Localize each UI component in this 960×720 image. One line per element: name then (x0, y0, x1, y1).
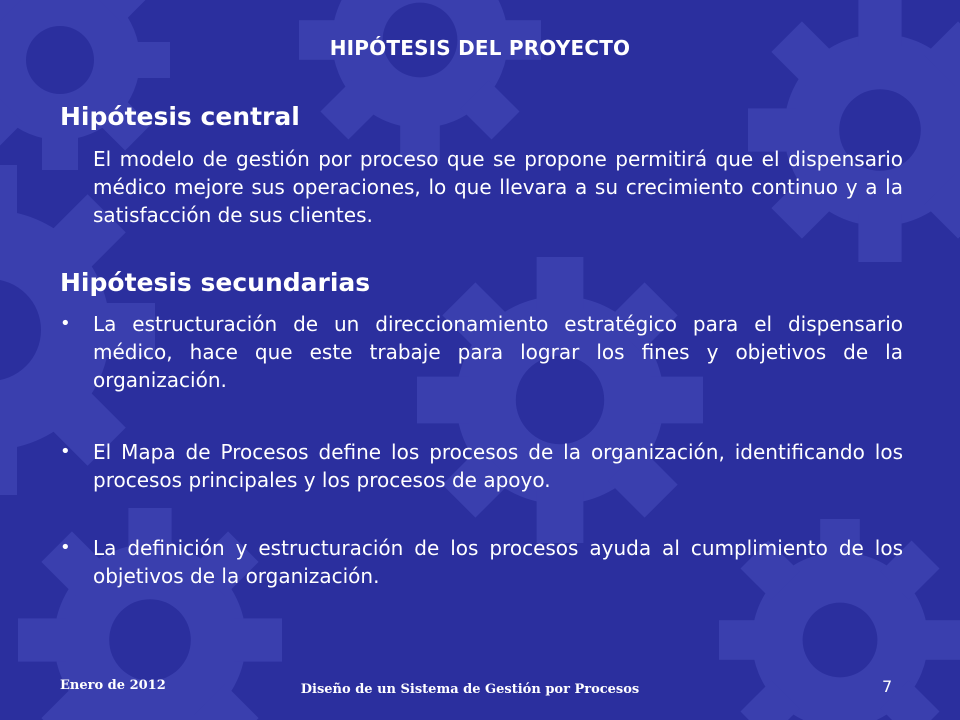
list-item-text: La definición y estructuración de los procesos ayuda al cumplimiento de los objetivos de la organización. (93, 536, 903, 588)
bullet-icon: • (60, 313, 71, 334)
slide-title: HIPÓTESIS DEL PROYECTO (329, 36, 631, 60)
footer-date: Enero de 2012 (60, 678, 166, 693)
list-item-text: El Mapa de Procesos define los procesos de la organización, identificando los procesos principales y los procesos de apoyo. (93, 440, 903, 492)
central-hypothesis-text: El modelo de gestión por proceso que se propone permitirá que el dispensario médico mejore sus operaciones, lo que llevara a su crecimiento continuo y a la satisfacción de sus clientes. (93, 147, 903, 227)
central-hypothesis-heading: Hipótesis central (60, 102, 300, 131)
page-number: 7 (882, 677, 893, 696)
footer-presentation-title: Diseño de un Sistema de Gestión por Procesos (300, 682, 640, 697)
secondary-hypotheses-heading: Hipótesis secundarias (60, 268, 371, 297)
bullet-icon: • (60, 537, 71, 558)
list-item-text: La estructuración de un direccionamiento estratégico para el dispensario médico, hace que este trabaje para lograr los fines y objetivos de la organización. (93, 312, 903, 392)
bullet-icon: • (60, 441, 71, 462)
